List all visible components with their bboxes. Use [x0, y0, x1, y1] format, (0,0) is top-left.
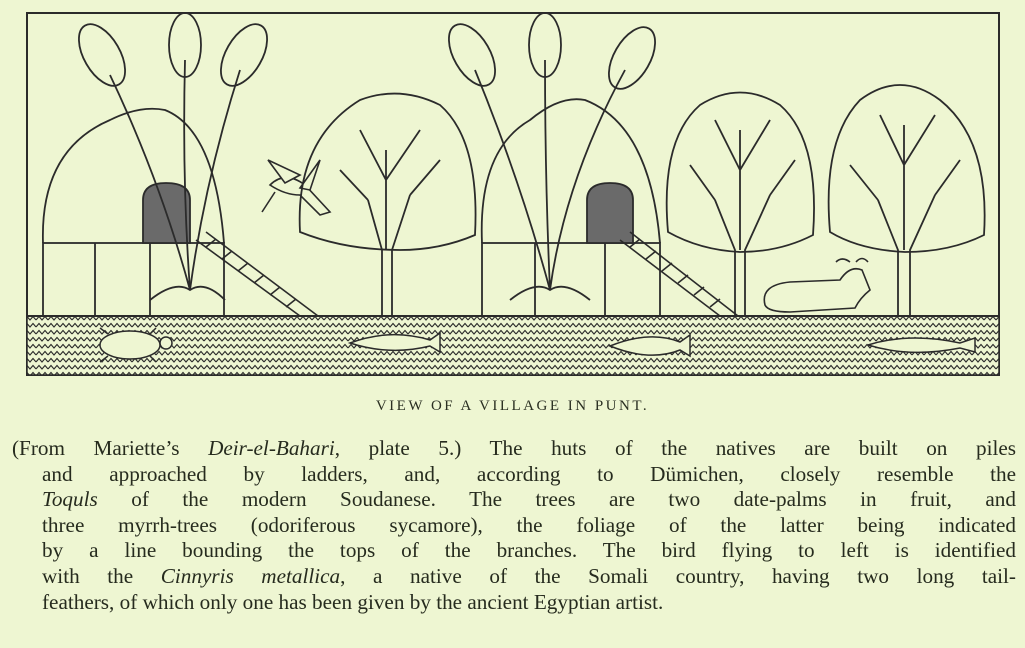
paragraph-line-1: (From Mariette’s Deir-el-Bahari, plate 5.) The huts of the natives are built on piles [12, 436, 1016, 460]
ladder-right [620, 232, 738, 316]
work-title: Deir-el-Bahari [208, 436, 335, 460]
paragraph-line-4: three myrrh-trees (odoriferous sycamore), the foliage of the latter being indicated [42, 512, 1016, 537]
paragraph-line-3: Toquls of the modern Soudanese. The trees are two date-palms in fruit, and [42, 487, 1016, 512]
hut-right [482, 99, 660, 316]
bird-figure [262, 160, 330, 215]
paragraph-line-2: and approached by ladders, and, according to Dümichen, closely resemble the [42, 461, 1016, 486]
myrrh-tree-1 [300, 94, 476, 316]
description-paragraph [12, 436, 1016, 615]
paragraph-line-7: feathers, of which only one has been given by the ancient Egyptian artist. [42, 589, 664, 614]
date-palm-left [69, 13, 276, 300]
paragraph-line-5: by a line bounding the tops of the branches. The bird flying to left is identified [42, 538, 1016, 563]
cow-figure [764, 259, 870, 313]
figure-caption: VIEW OF A VILLAGE IN PUNT. [375, 398, 650, 414]
species-name: Cinnyris metallica [160, 563, 341, 588]
toquls-term: Toquls [42, 487, 98, 512]
paragraph-line-6: with the Cinnyris metallica, a native of the Somali country, having two long tail- [42, 563, 1016, 588]
hut-left [43, 109, 224, 316]
water-band [27, 316, 999, 375]
ladder-left [196, 232, 318, 316]
date-palm-right [439, 13, 664, 300]
